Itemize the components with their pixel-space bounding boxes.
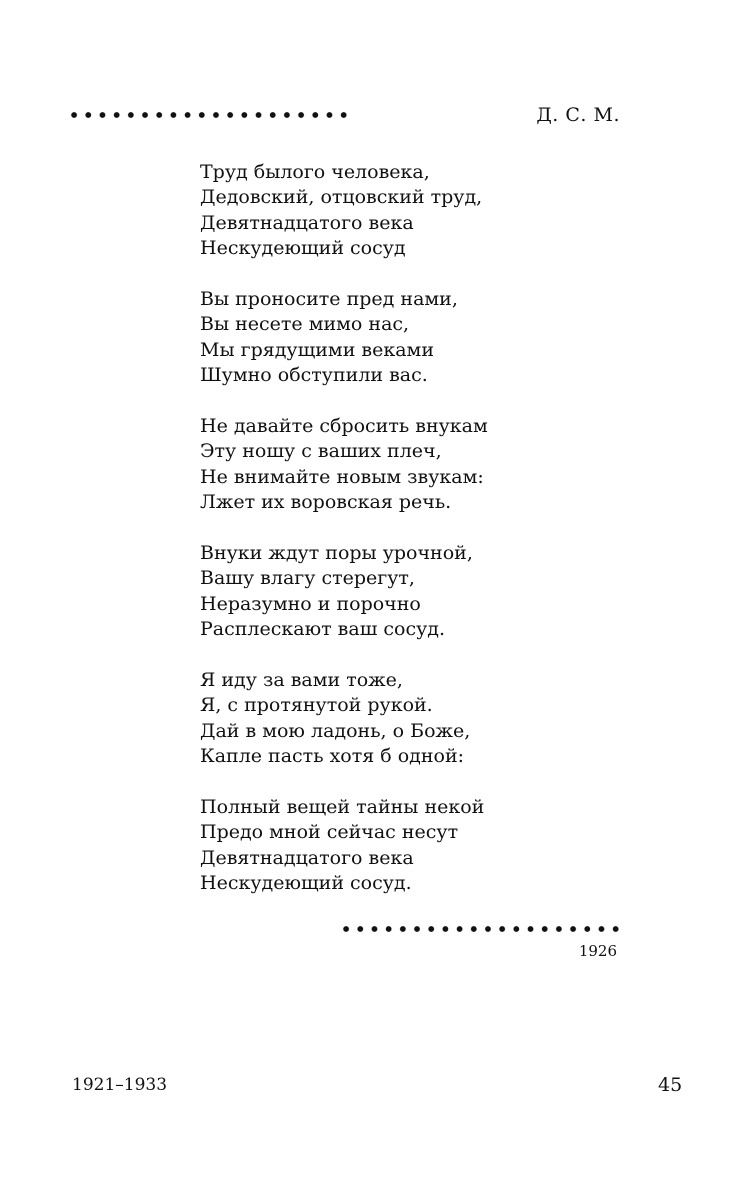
poem-line: Не внимайте новым звукам: xyxy=(200,465,484,488)
poem-line: Полный вещей тайны некой xyxy=(200,796,485,819)
running-head-years: 1921–1933 xyxy=(72,1075,168,1095)
poem-line: Мы грядущими веками xyxy=(200,338,434,361)
poem-line: Вы несете мимо нас, xyxy=(200,313,410,336)
stanza-5 xyxy=(200,668,488,770)
dedication: Д. С. М. xyxy=(536,104,620,126)
poem-line: Вы проносите пред нами, xyxy=(200,288,458,311)
poem-line: Капле пасть хотя б одной: xyxy=(200,745,465,768)
poem-line: Нескудеющий сосуд. xyxy=(200,872,412,895)
poem-line: Дай в мою ладонь, о Боже, xyxy=(200,719,471,742)
poem-line: Внуки ждут поры урочной, xyxy=(200,542,473,565)
poem-line: Предо мной сейчас несут xyxy=(200,821,459,844)
stanza-4 xyxy=(200,541,488,643)
poem-line: Дедовский, отцовский труд, xyxy=(200,186,483,209)
stanza-3 xyxy=(200,414,488,516)
top-dotted-rule xyxy=(67,111,351,119)
poem-line: Нескудеющий сосуд xyxy=(200,237,406,260)
poem-line: Труд былого человека, xyxy=(200,161,430,183)
poem-line: Лжет их воровская речь. xyxy=(200,491,452,514)
poem-line: Не давайте сбросить внукам xyxy=(200,415,488,438)
poem-line: Эту ношу с ваших плеч, xyxy=(200,440,442,463)
poem-line: Расплескают ваш сосуд. xyxy=(200,618,446,641)
stanza-2 xyxy=(200,287,488,389)
poem-line: Девятнадцатого века xyxy=(200,846,414,869)
stanza-6 xyxy=(200,795,488,897)
page-number: 45 xyxy=(658,1074,683,1096)
poem-year: 1926 xyxy=(578,942,617,960)
poem-line: Девятнадцатого века xyxy=(200,211,414,234)
bottom-dotted-rule xyxy=(339,925,623,933)
stanza-1 xyxy=(200,160,488,262)
poem-line: Неразумно и порочно xyxy=(200,592,421,615)
poem xyxy=(200,160,488,922)
poem-line: Вашу влагу стерегут, xyxy=(200,567,415,590)
poem-line: Я, с протянутой рукой. xyxy=(200,694,433,717)
poem-line: Шумно обступили вас. xyxy=(200,364,428,387)
poem-line: Я иду за вами тоже, xyxy=(200,669,403,692)
